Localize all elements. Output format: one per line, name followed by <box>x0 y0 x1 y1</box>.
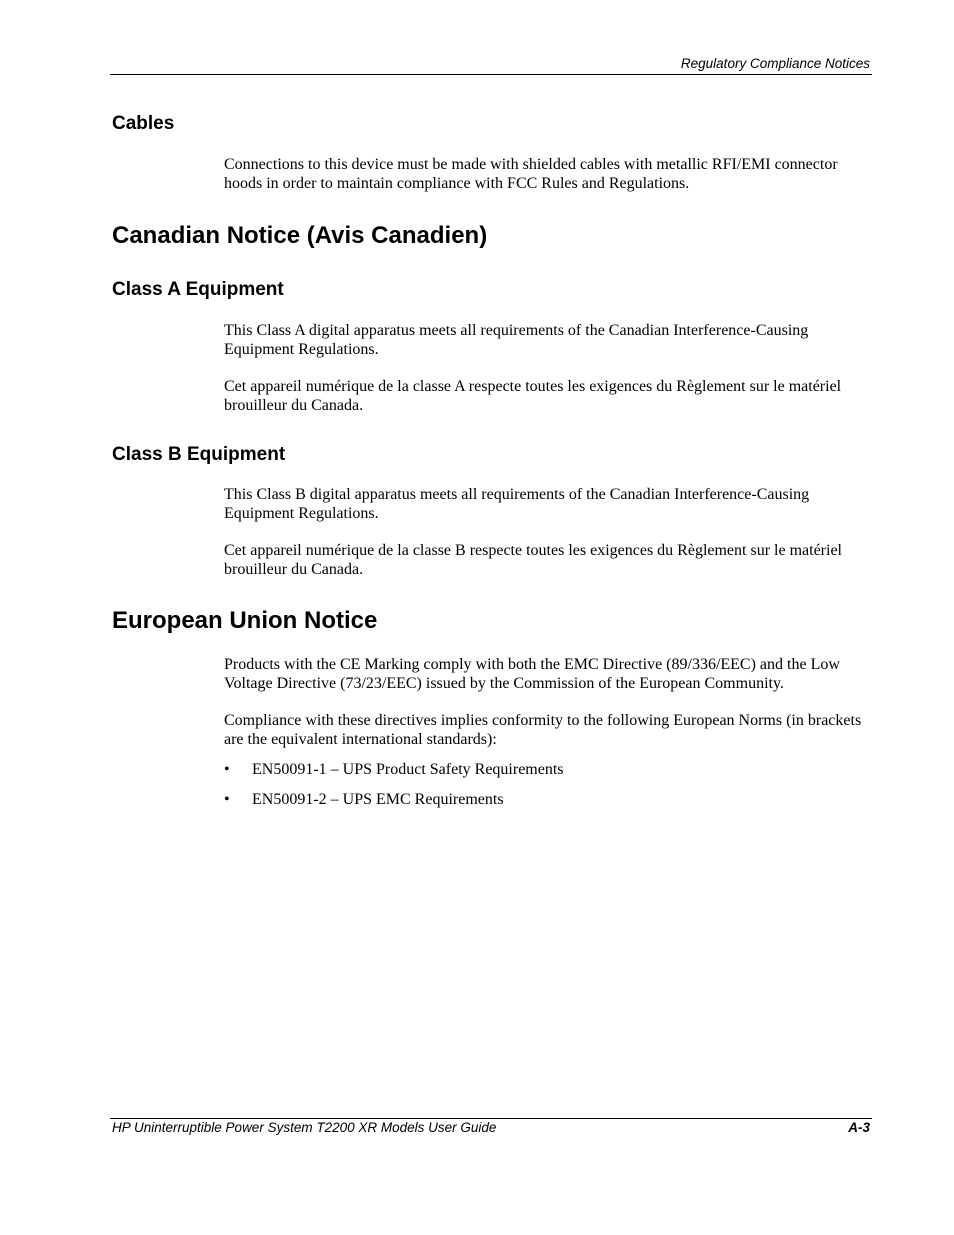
eu-bullet-text: EN50091-1 – UPS Product Safety Requirements <box>252 761 564 778</box>
eu-bullet-item <box>224 760 564 779</box>
footer-rule <box>110 1118 872 1119</box>
class-b-paragraph-en: This Class B digital apparatus meets all requirements of the Canadian Interference-Causing Equipment Regulations. <box>224 486 810 522</box>
class-b-heading: Class B Equipment <box>112 444 286 465</box>
bullet-icon: • <box>224 761 230 778</box>
footer-doc-title: HP Uninterruptible Power System T2200 XR Models User Guide <box>112 1120 497 1135</box>
eu-paragraph-2: Compliance with these directives implies conformity to the following European Norms (in brackets are the equivalent international standards): <box>224 712 862 748</box>
class-a-paragraph-fr: Cet appareil numérique de la classe A respecte toutes les exigences du Règlement sur le matériel brouilleur du Canada. <box>224 378 842 414</box>
eu-notice-heading: European Union Notice <box>112 607 378 634</box>
bullet-icon: • <box>224 791 230 808</box>
eu-bullet-item <box>224 790 504 809</box>
cables-paragraph: Connections to this device must be made with shielded cables with metallic RFI/EMI connector hoods in order to maintain compliance with FCC Rules and Regulations. <box>224 156 838 192</box>
class-b-paragraph-fr: Cet appareil numérique de la classe B respecte toutes les exigences du Règlement sur le matériel brouilleur du Canada. <box>224 542 842 578</box>
eu-bullet-text: EN50091-2 – UPS EMC Requirements <box>252 791 504 808</box>
footer-page-number: A-3 <box>848 1120 870 1135</box>
class-a-paragraph-en: This Class A digital apparatus meets all requirements of the Canadian Interference-Causing Equipment Regulations. <box>224 322 809 358</box>
header-section-title: Regulatory Compliance Notices <box>680 56 870 71</box>
eu-paragraph-1: Products with the CE Marking comply with both the EMC Directive (89/336/EEC) and the Low Voltage Directive (73/23/EEC) issued by the Commission of the European Community. <box>224 656 840 692</box>
canadian-notice-heading: Canadian Notice (Avis Canadien) <box>112 222 488 249</box>
class-a-heading: Class A Equipment <box>112 279 284 300</box>
cables-heading: Cables <box>112 113 175 134</box>
header-rule <box>110 74 872 75</box>
